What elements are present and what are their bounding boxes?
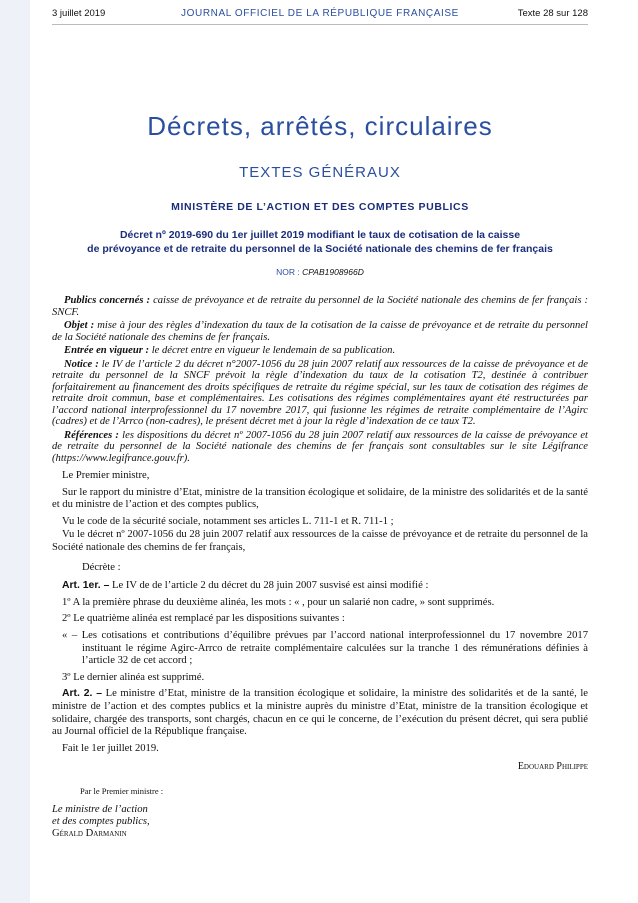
notice-label: Publics concernés : [64,295,151,306]
header-divider [52,24,588,25]
notice-paragraph [52,430,588,465]
header-journal-title: JOURNAL OFFICIEL DE LA RÉPUBLIQUE FRANÇAISE [181,8,459,19]
notice-label: Objet : [64,320,95,331]
notice-paragraph [52,345,588,357]
decree-title-line2: de prévoyance et de retraite du personnel de la Société nationale des chemins de fer français [87,243,553,255]
article-1-item-2: 2º Le quatrième alinéa est remplacé par les dispositions suivantes : [62,613,345,625]
nor-value: CPAB1908966D [302,267,364,277]
page-header [52,0,588,40]
document-page [52,0,588,840]
article-1-quote: « – Les cotisations et contributions d’équilibre prévues par l’accord national interprofessionnel du 17 novembre 2017 instituant le régime Agirc-Arrco de retraite complémentaire calculées sur la tranche 1 des rémunérations définies à l’article 32 de cet accord ; [62,629,588,667]
nor-label: NOR : [276,267,300,277]
article-1-item-3: 3º Le dernier alinéa est supprimé. [62,671,205,683]
notice-paragraph [52,320,588,343]
prime-minister-signature: Edouard Philippe [517,761,588,773]
section-title: Décrets, arrêtés, circulaires [147,111,493,141]
nor-reference [52,267,588,277]
notice-text: mise à jour des règles d’indexation du taux de la cotisation de la caisse de prévoyance et de retraite du personnel de la Société nationale des chemins de fer français. [52,320,589,343]
minister-signature: Gérald Darmanin [52,827,127,839]
article-1-label: Art. 1er. – [62,580,110,592]
article-1 [52,580,588,593]
notice-label: Notice : [64,358,99,370]
countersign-block [52,804,588,840]
notice-label: Entrée en vigueur : [64,345,150,356]
vu-paragraph-1: Vu le code de la sécurité sociale, notamment ses articles L. 711-1 et R. 711-1 ; [62,515,394,527]
left-margin-strip [0,0,30,903]
rapport-paragraph: Sur le rapport du ministre d’Etat, ministre de la transition écologique et solidaire, de la ministre des solidarités et de la santé et du ministre de l’action et des comptes publics, [52,486,588,511]
minister-title-line1: Le ministre de l’action [52,803,148,815]
notice-label: Références : [64,429,119,441]
article-2-label: Art. 2. – [62,688,103,700]
notice-text: le IV de l’article 2 du décret n°2007-1056 du 28 juin 2007 relatif aux ressources de la caisse de prévoyance et de retraite du personnel de la SNCF prévoit la règle d’indexation du taux de la cotisation T2, destinée à contribuer forfaitairement au financement des droits spécifiques de retraite du régime spécial, sur les taux de cotisation des régimes de retraite droit commun, base et complémentaires. Les cotisations des régimes complémentaires ayant été restructurées par l’accord national interprofessionnel du 17 novembre 2017, qui fusionne les régimes de retraite complémentaire de l’Agirc (cadres) et de l’Arrco (non-cadres), le présent décret met à jour la règle d’indexation de ce taux T2. [52,358,588,427]
vu-paragraph-2: Vu le décret nº 2007-1056 du 28 juin 2007 relatif aux ressources de la caisse de prévoyance et de retraite du personnel de la Société nationale des chemins de fer français, [52,529,588,553]
notice-block [52,295,588,464]
decree-title [52,228,588,256]
minister-title-line2: et des comptes publics, [52,815,150,827]
notice-text: le décret entre en vigueur le lendemain de sa publication. [151,345,396,356]
header-text-number: Texte 28 sur 128 [517,8,588,19]
decrete: Décrète : [82,561,121,573]
decree-body [52,470,588,774]
notice-text: les dispositions du décret nº 2007-1056 du 28 juin 2007 relatif aux ressources de la caisse de prévoyance et de retraite du personnel de la Société nationale des chemins de fer français sont consultables sur le site Légifrance (https://www.legifrance.gouv.fr). [52,429,588,464]
notice-text: caisse de prévoyance et de retraite du personnel de la Société nationale des chemins de fer français : SNCF. [52,295,588,318]
article-1-text: Le IV de de l’article 2 du décret du 28 juin 2007 susvisé est ainsi modifié : [112,580,429,592]
subsection-title: TEXTES GÉNÉRAUX [239,164,401,181]
fait-le: Fait le 1er juillet 2019. [62,742,159,754]
par-le-premier-ministre: Par le Premier ministre : [80,785,164,796]
notice-paragraph [52,359,588,428]
header-date: 3 juillet 2019 [52,8,106,19]
article-2-text: Le ministre d’Etat, ministre de la transition écologique et solidaire, la ministre des solidarités et de la santé, le ministre de l’action et des comptes publics et la ministre auprès du ministre d’Etat, ministre de la transition écologique et solidaire, chargée des transports, sont chargés, chacun en ce qui le concerne, de l’exécution du présent décret, qui sera publié au Journal officiel de la République française. [52,688,588,738]
ministry-title: MINISTÈRE DE L’ACTION ET DES COMPTES PUBLICS [171,201,469,213]
notice-paragraph [52,295,588,318]
article-2 [52,688,588,738]
article-1-item-1: 1º A la première phrase du deuxième alinéa, les mots : « , pour un salarié non cadre, » sont supprimés. [62,596,495,608]
decree-title-line1: Décret nº 2019-690 du 1er juillet 2019 modifiant le taux de cotisation de la caisse [119,229,521,241]
premier-ministre: Le Premier ministre, [62,470,150,481]
